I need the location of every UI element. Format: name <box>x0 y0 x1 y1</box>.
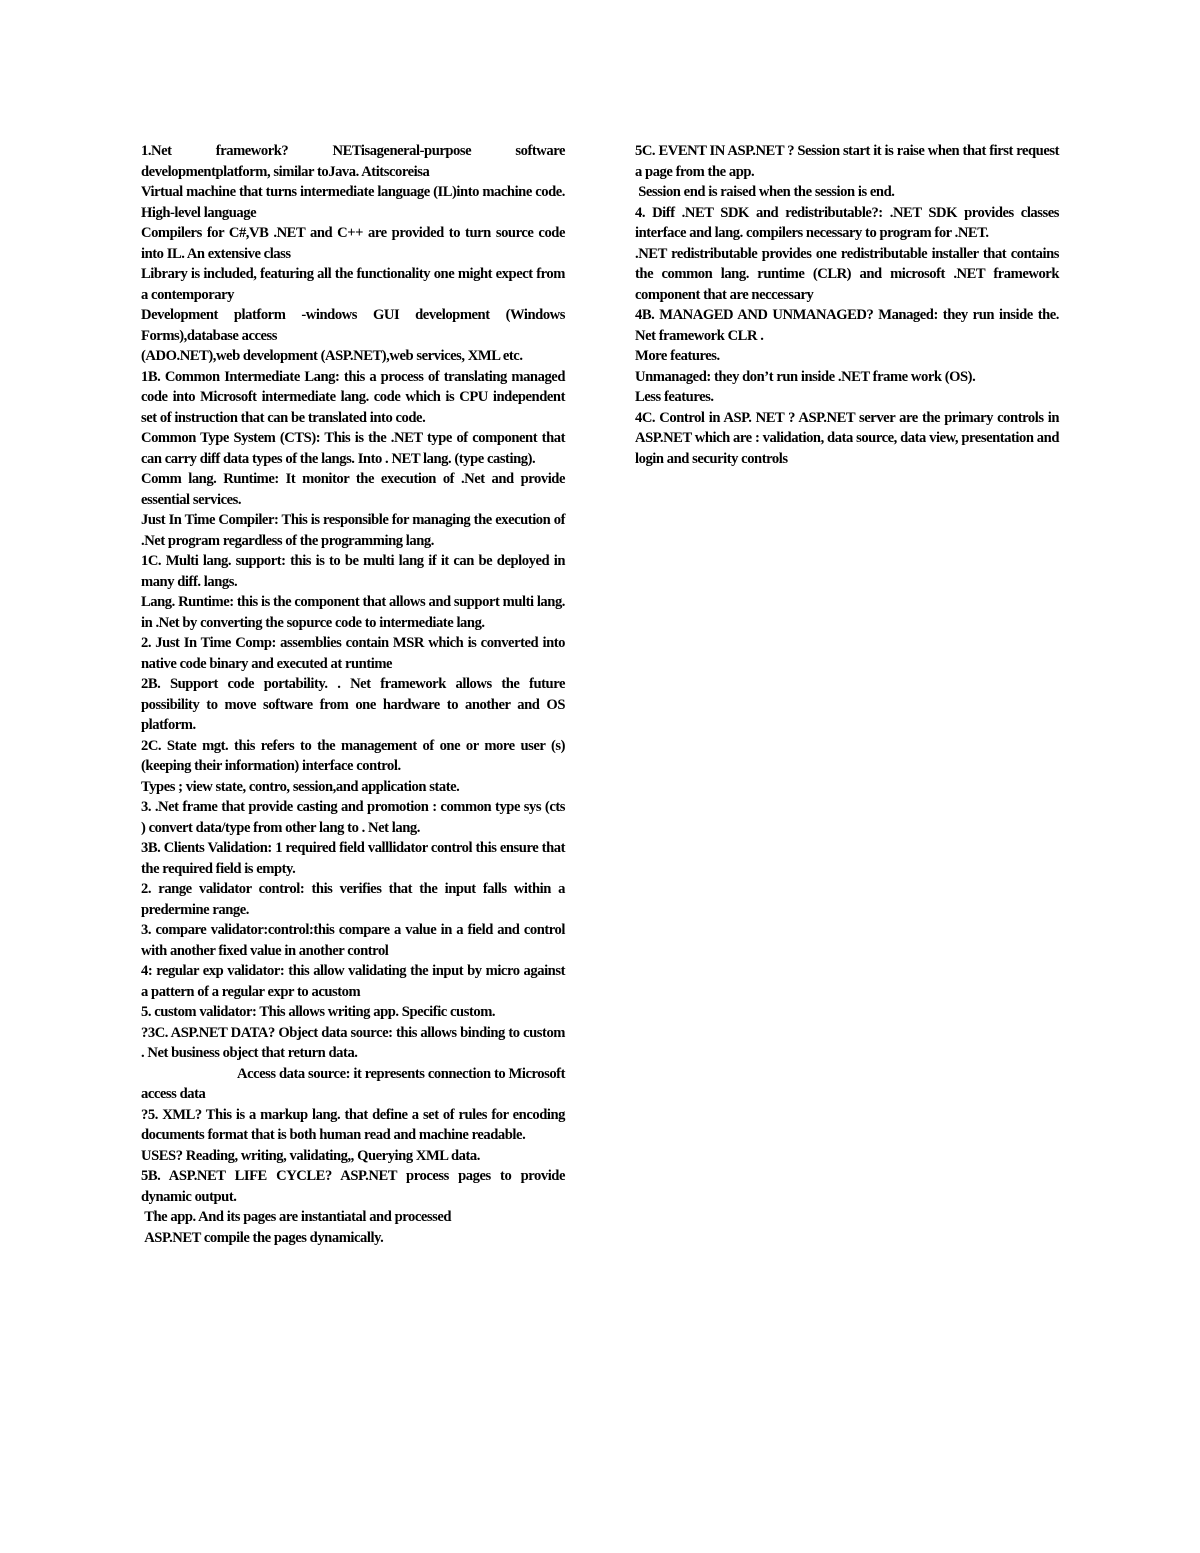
left-column-paragraph: USES? Reading, writing, validating,, Querying XML data. <box>141 1147 480 1164</box>
left-column-paragraph: Common Type System (CTS): This is the .NET type of component that can carry diff data types of the langs. Into . NET lang. (type casting). <box>141 430 569 467</box>
left-column-paragraph: 5. custom validator: This allows writing app. Specific custom. <box>141 1004 496 1020</box>
left-column-paragraph: 2. range validator control: this verifies that the input falls within a predermine range. <box>141 881 569 918</box>
left-column-paragraph: 3. compare validator:control:this compare a value in a field and control with another fixed value in another control <box>141 922 569 959</box>
right-column-paragraph: 4. Diff .NET SDK and redistributable?: .NET SDK provides classes interface and lang. compilers necessary to program for .NET. <box>635 204 1063 241</box>
right-column-paragraph: 4B. MANAGED AND UNMANAGED? Managed: they run inside the. Net framework CLR . <box>635 307 1063 344</box>
left-column-paragraph: 2C. State mgt. this refers to the management of one or more user (s) (keeping their information) interface control. <box>141 737 569 774</box>
left-column-paragraph: ASP.NET compile the pages dynamically. <box>141 1229 384 1246</box>
right-column <box>635 141 1063 469</box>
right-column-paragraph: .NET redistributable provides one redistributable installer that contains the common lang. runtime (CLR) and microsoft .NET framework component that are neccessary <box>635 245 1063 303</box>
right-column-paragraph: Unmanaged: they don’t run inside .NET frame work (OS). <box>635 368 976 385</box>
left-column-paragraph: ?3C. ASP.NET DATA? Object data source: this allows binding to custom . Net business object that return data. <box>141 1024 569 1061</box>
left-column <box>141 141 569 1248</box>
left-column-paragraph: 1C. Multi lang. support: this is to be multi lang if it can be deployed in many diff. langs. <box>141 553 569 590</box>
left-column-paragraph: 3B. Clients Validation: 1 required field valllidator control this ensure that the required field is empty. <box>141 840 569 877</box>
left-column-paragraph: The app. And its pages are instantiatal and processed <box>141 1209 452 1225</box>
left-column-paragraph: Access data source: it represents connection to Microsoft access data <box>141 1065 569 1102</box>
left-column-paragraph: (ADO.NET),web development (ASP.NET),web services, XML etc. <box>141 348 523 364</box>
left-column-paragraph: 1B. Common Intermediate Lang: this a process of translating managed code into Microsoft intermediate lang. code which is CPU independent set of instruction that can be translated into code. <box>141 368 569 426</box>
left-column-paragraph: 2. Just In Time Comp: assemblies contain MSR which is converted into native code binary and executed at runtime <box>141 635 569 672</box>
left-column-paragraph: Virtual machine that turns intermediate language (IL)into machine code. High-level language <box>141 184 569 221</box>
left-column-paragraph: Just In Time Compiler: This is responsible for managing the execution of .Net program regardless of the programming lang. <box>141 512 569 549</box>
left-column-paragraph: Development platform -windows GUI development (Windows Forms),database access <box>141 307 569 344</box>
left-column-paragraph: Lang. Runtime: this is the component that allows and support multi lang. in .Net by converting the sopurce code to intermediate lang. <box>141 594 569 631</box>
left-column-paragraph: 3. .Net frame that provide casting and promotion : common type sys (cts ) convert data/type from other lang to . Net lang. <box>141 799 569 836</box>
right-column-paragraph: Session end is raised when the session is end. <box>635 184 895 200</box>
right-column-paragraph: More features. <box>635 348 720 364</box>
left-column-paragraph: 4: regular exp validator: this allow validating the input by micro against a pattern of a regular expr to acustom <box>141 963 569 1000</box>
left-column-paragraph: 1.Net framework? NETisageneral-purpose software developmentplatform, similar toJava. Atitscoreisa <box>141 143 569 180</box>
left-column-paragraph: Comm lang. Runtime: It monitor the execution of .Net and provide essential services. <box>141 471 569 508</box>
left-column-paragraph: 2B. Support code portability. . Net framework allows the future possibility to move software from one hardware to another and OS platform. <box>141 676 569 733</box>
right-column-paragraph: Less features. <box>635 389 714 405</box>
left-column-paragraph: ?5. XML? This is a markup lang. that define a set of rules for encoding documents format that is both human read and machine readable. <box>141 1106 569 1143</box>
right-column-paragraph: 4C. Control in ASP. NET ? ASP.NET server are the primary controls in ASP.NET which are : validation, data source, data view, presentation and login and security controls <box>635 409 1063 467</box>
left-column-paragraph: Compilers for C#,VB .NET and C++ are provided to turn source code into IL. An extensive class <box>141 225 569 262</box>
left-column-paragraph: 5B. ASP.NET LIFE CYCLE? ASP.NET process pages to provide dynamic output. <box>141 1168 569 1205</box>
right-column-paragraph: 5C. EVENT IN ASP.NET ? Session start it is raise when that first request a page from the app. <box>635 143 1063 180</box>
left-column-paragraph: Types ; view state, contro, session,and application state. <box>141 778 460 795</box>
left-column-paragraph: Library is included, featuring all the functionality one might expect from a contemporary <box>141 266 569 303</box>
